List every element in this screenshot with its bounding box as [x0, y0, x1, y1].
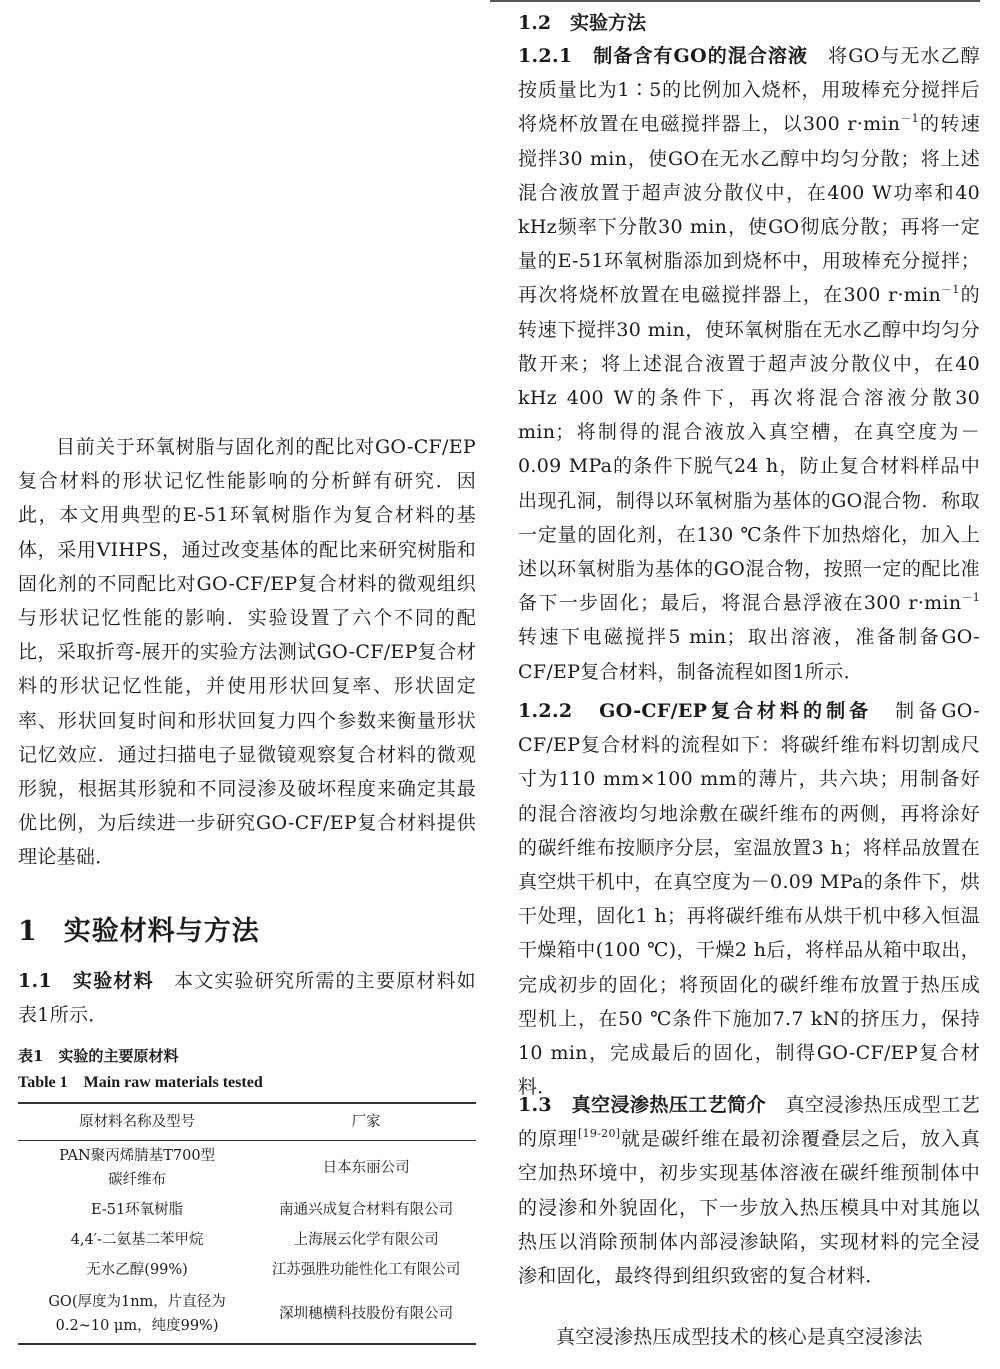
- table-cell-material: [18, 1141, 256, 1196]
- section-heading-1: [18, 912, 476, 952]
- table-cell-material: 无水乙醇(99%): [86, 1262, 188, 1278]
- intro-paragraph: 目前关于环氧树脂与固化剂的配比对GO-CF/EP复合材料的形状记忆性能影响的分析鲜有研究．因此，本文用典型的E-51环氧树脂作为复合材料的基体，采用VIHPS，通过改变基体的配比来研究树脂和固化剂的不同配比对GO-CF/EP复合材料的微观组织与形状记忆性能的影响．实验设置了六个不同的配比，采取折弯-展开的实验方法测试GO-CF/EP复合材料的形状记忆性能，并使用形状回复率、形状固定率、形状回复时间和形状回复力四个参数来衡量形状记忆效应．通过扫描电子显微镜观察复合材料的微观形貌，根据其形貌和不同浸渗及破坏程度来确定其最优比例，为后续进一步研究GO-CF/EP复合材料提供理论基础．: [18, 436, 476, 869]
- citation: [19-20]: [577, 1127, 621, 1141]
- material-name: PAN聚丙烯腈基T700型: [59, 1148, 216, 1164]
- section-text: 制备GO-CF/EP复合材料的流程如下：将碳纤维布料切割成尺寸为110 mm×100 mm的薄片，共六块；用制备好的混合溶液均匀地涂敷在碳纤维布的两侧，再将涂好的碳纤维布按顺序分层，室温放置3 h；将样品放置在真空烘干机中，在真空度为－0.09 MPa的条件下，烘干处理，固化1 h；再将碳纤维布从烘干机中移入恒温干燥箱中(100 ℃)，干燥2 h后，将样品从箱中取出，完成初步的固化；将预固化的碳纤维布放置于热压成型机上，在50 ℃条件下施加7.7 kN的挤压力，保持10 min，完成最后的固化，制得GO-CF/EP复合材料．: [518, 700, 980, 1099]
- table-cell-maker: 日本东丽公司: [322, 1160, 410, 1176]
- section-text: 将GO与无水乙醇按质量比为1∶5的比例加入烧杯，用玻棒充分搅拌后将烧杯放置在电磁搅拌器上，以300 r·min: [518, 45, 980, 136]
- table-cell-maker: 江苏强胜功能性化工有限公司: [271, 1262, 461, 1278]
- superscript: －1: [900, 112, 919, 126]
- table-cell-maker: 上海展云化学有限公司: [293, 1232, 439, 1248]
- section-text: 转速下电磁搅拌5 min；取出溶液，准备制备GO-CF/EP复合材料，制备流程如图1所示．: [518, 626, 980, 683]
- section-text: 就是碳纤维在最初涂覆叠层之后，放入真空加热环境中，初步实现基体溶液在碳纤维预制体中的浸渗和外貌固化，下一步放入热压模具中对其施以热压以消除预制体内部浸渗缺陷，实现材料的完全浸渗和固化，最终得到组织致密的复合材料．: [518, 1128, 981, 1288]
- table-row: [18, 1141, 476, 1196]
- section-1-2-1: [518, 39, 980, 689]
- subsection-heading-1-2: 1.2 实验方法: [518, 12, 647, 34]
- last-paragraph: 真空浸渗热压成型技术的核心是真空浸渗法: [556, 1326, 923, 1348]
- subsection-heading-1-2-2: 1.2.2 GO-CF/EP复合材料的制备: [518, 700, 873, 722]
- section-text: 的转速搅拌30 min，使GO在无水乙醇中均匀分散；将上述混合液放置于超声波分散仪中，在400 W功率和40 kHz频率下分散30 min，使GO彻底分散；再将一定量的E-51环氧树脂添加到烧杯中，用玻棒充分搅拌；再次将烧杯放置在电磁搅拌器上，在300 r·min: [518, 113, 980, 307]
- materials-table: [18, 1102, 476, 1345]
- section-1-1: [18, 964, 476, 1032]
- superscript: －1: [941, 283, 960, 297]
- table-row: [18, 1285, 476, 1344]
- section-number: 1: [18, 916, 38, 947]
- table-cell-material: 4,4′-二氨基二苯甲烷: [70, 1232, 204, 1248]
- section-title: 实验材料与方法: [63, 916, 260, 947]
- table-caption-cn: 表1 实验的主要原材料: [18, 1047, 179, 1065]
- table-row: [18, 1225, 476, 1255]
- superscript: －1: [961, 591, 980, 605]
- table-row: [18, 1255, 476, 1285]
- section-text: 的转速下搅拌30 min，使环氧树脂在无水乙醇中均匀分散开来；将上述混合液置于超声波分散仪中，在40 kHz 400 W的条件下，再次将混合溶液分散30 min；将制得的混合液放入真空槽，在真空度为－0.09 MPa的条件下脱气24 h，防止复合材料样品中出现孔洞，制得以环氧树脂为基体的GO混合物．称取一定量的固化剂，在130 ℃条件下加热熔化，加入上述以环氧树脂为基体的GO混合物，按照一定的配比准备下一步固化；最后，将混合悬浮液在300 r·min: [518, 284, 980, 615]
- table-cell-maker: 南通兴成复合材料有限公司: [279, 1202, 454, 1218]
- table-caption-en: Table 1 Main raw materials tested: [18, 1074, 263, 1091]
- material-name-line2: 0.2~10 μm，纯度99%): [55, 1318, 219, 1334]
- section-1-2-2: [518, 694, 980, 1104]
- table-header-maker: 厂家: [351, 1114, 381, 1130]
- table-cell-material: [18, 1285, 256, 1344]
- material-name: GO(厚度为1nm，片直径为: [48, 1294, 226, 1310]
- subsection-heading-1-1: 1.1 实验材料: [18, 970, 154, 992]
- table-header-material: 原材料名称及型号: [79, 1114, 196, 1130]
- table-row: [18, 1195, 476, 1225]
- table-1: [18, 1042, 476, 1345]
- subsection-heading-1-3: 1.3 真空浸渗热压工艺简介: [518, 1094, 767, 1116]
- subsection-heading-1-2-1: 1.2.1 制备含有GO的混合溶液: [518, 45, 809, 67]
- table-cell-material: E-51环氧树脂: [90, 1202, 184, 1218]
- table-cell-maker: 深圳穗横科技股份有限公司: [279, 1306, 454, 1322]
- section-text: 真空浸渗热压成型工艺的原理: [518, 1094, 980, 1151]
- table-header-row: [18, 1103, 476, 1141]
- top-rule: [490, 0, 980, 2]
- material-name-line2: 碳纤维布: [108, 1172, 167, 1188]
- subsection-text-1-1: 本文实验研究所需的主要原材料如表1所示．: [18, 970, 476, 1027]
- section-1-3: [518, 1088, 980, 1293]
